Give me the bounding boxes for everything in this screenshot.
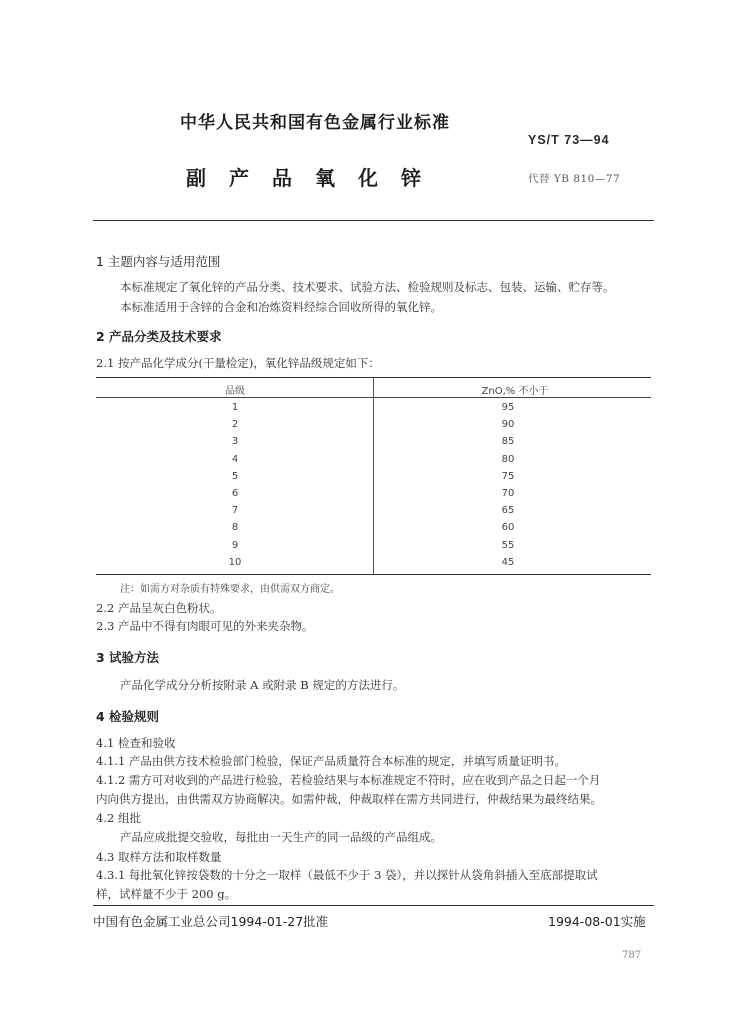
table-note: 注：如需方对杂质有特殊要求，由供需双方商定。 (120, 584, 340, 595)
section-3-para: 产品化学成分分析按附录 A 或附录 B 规定的方法进行。 (120, 678, 405, 692)
page-number: 787 (622, 950, 642, 961)
table-header-grade: 品级 (225, 386, 245, 397)
table-column-divider (373, 378, 374, 574)
section-4-heading: 4 检验规则 (96, 709, 160, 724)
section-1-para-2: 本标准适用于含锌的合金和冶炼资料经综合回收所得的氧化锌。 (120, 300, 442, 314)
table-cell-grade: 3 (231, 436, 239, 448)
table-cell-zno: 85 (501, 436, 515, 448)
header-divider (93, 220, 654, 221)
table-cell-grade: 2 (231, 419, 239, 431)
table-header-zno: ZnO,% 不小于 (481, 386, 549, 397)
clause-4-1-1: 4.1.1 产品由供方技术检验部门检验，保证产品质量符合本标准的规定，并填写质量证明书。 (96, 754, 566, 768)
table-cell-grade: 1 (231, 402, 239, 413)
table-cell-grade: 5 (231, 470, 239, 482)
table-cell-grade: 4 (231, 453, 239, 465)
table-cell-zno: 45 (501, 556, 515, 568)
table-bottom-rule (96, 574, 651, 575)
clause-4-1-2-line-1: 4.1.2 需方可对收到的产品进行检验，若检验结果与本标准规定不符时，应在收到产品之日起一个月 (96, 773, 601, 787)
table-cell-zno: 70 (501, 488, 515, 499)
section-1-para-1: 本标准规定了氧化锌的产品分类、技术要求、试验方法、检验规则及标志、包装、运输、贮存等。 (120, 280, 615, 294)
clause-4-3: 4.3 取样方法和取样数量 (96, 850, 222, 864)
table-cell-grade: 8 (231, 522, 239, 534)
footer-divider (93, 905, 654, 906)
standard-code: YS/T 73—94 (528, 133, 610, 147)
table-cell-grade: 7 (231, 505, 239, 517)
table-cell-zno: 90 (501, 419, 515, 431)
clause-4-3-1-line-2: 样，试样量不少于 200 g。 (96, 887, 237, 901)
section-3-heading: 3 试验方法 (96, 650, 160, 665)
clause-2-3: 2.3 产品中不得有肉眼可见的外来夹杂物。 (96, 619, 314, 633)
table-cell-zno: 75 (501, 470, 515, 482)
table-cell-grade: 9 (231, 539, 239, 551)
document-title: 副产品氧化锌 (186, 166, 444, 190)
table-cell-zno: 60 (501, 522, 515, 534)
effective-date: 1994-08-01实施 (548, 914, 646, 929)
table-cell-zno: 65 (501, 505, 515, 517)
table-cell-grade: 6 (231, 488, 239, 499)
table-cell-zno: 55 (501, 539, 515, 551)
replaces-note: 代替 YB 810—77 (528, 173, 621, 185)
standard-title: 中华人民共和国有色金属行业标准 (180, 113, 450, 133)
section-2-heading: 2 产品分类及技术要求 (96, 329, 222, 344)
clause-2-2: 2.2 产品呈灰白色粉状。 (96, 601, 222, 615)
clause-4-1-2-line-2: 内向供方提出，由供需双方协商解决。如需仲裁，仲裁取样在需方共同进行，仲裁结果为最终结果。 (96, 792, 602, 806)
clause-2-1: 2.1 按产品化学成分(干量检定)，氧化锌品级规定如下： (96, 356, 380, 370)
table-cell-zno: 80 (501, 453, 515, 465)
table-cell-zno: 95 (501, 402, 515, 413)
clause-4-3-1-line-1: 4.3.1 每批氧化锌按袋数的十分之一取样（最低不少于 3 袋），并以探针从袋角斜插入至底部提取试 (96, 868, 598, 882)
clause-4-1: 4.1 检查和验收 (96, 736, 176, 750)
table-cell-grade: 10 (228, 556, 242, 568)
clause-4-2: 4.2 组批 (96, 811, 141, 825)
clause-4-2-para: 产品应成批提交验收，每批由一天生产的同一品级的产品组成。 (120, 830, 442, 844)
approval-line: 中国有色金属工业总公司1994-01-27批准 (93, 914, 329, 929)
section-1-heading: 1 主题内容与适用范围 (96, 254, 221, 269)
